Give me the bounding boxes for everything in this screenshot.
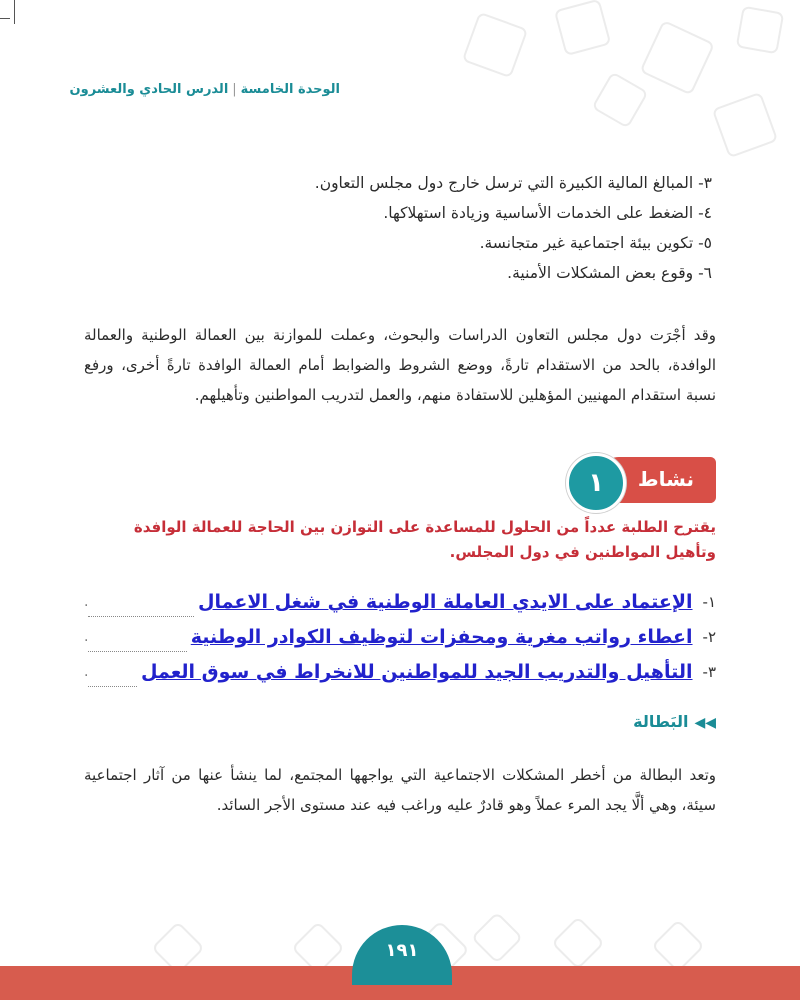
points-list <box>72 168 712 288</box>
page-number: ١٩١ <box>352 925 452 985</box>
header-separator: | <box>232 82 237 97</box>
activity-number: ١ <box>566 453 626 513</box>
activity-prompt: يقترح الطلبة عدداً من الحلول للمساعدة على التوازن بين الحاجة للعمالة الوافدة وتأهيل المواطنين في دول المجلس. <box>133 518 716 561</box>
crop-mark <box>14 0 15 24</box>
answer-text: الإعتماد على الايدي العاملة الوطنية في شغل الاعمال <box>197 591 693 613</box>
body-paragraph: وتعد البطالة من أخطر المشكلات الاجتماعية التي يواجهها المجتمع، لما ينشأ عنها من آثار اجتماعية سيئة، وهي ألَّا يجد المرء عملاً وهو قادرٌ عليه وراغب فيه عند مستوى الأجر السائد. <box>84 766 716 814</box>
answer-text: التأهيل والتدريب الجيد للمواطنين للانخراط في سوق العمل <box>141 661 693 683</box>
list-item: ٥- تكوين بيئة اجتماعية غير متجانسة. <box>479 234 712 252</box>
answer-number: ٢- <box>702 628 716 646</box>
section-title: البَطالة <box>633 712 689 731</box>
running-header <box>10 82 340 97</box>
dotted-line <box>88 629 186 652</box>
answer-line <box>84 617 716 652</box>
dotted-line <box>88 664 137 687</box>
crop-mark <box>0 18 10 19</box>
lesson-title: الدرس الحادي والعشرون <box>69 82 229 97</box>
line-end-mark: . <box>84 664 89 680</box>
answer-number: ٣- <box>702 663 716 681</box>
list-item: ٦- وقوع بعض المشكلات الأمنية. <box>507 264 712 282</box>
unit-title: الوحدة الخامسة <box>240 82 340 97</box>
answer-line <box>84 582 716 617</box>
line-end-mark: . <box>84 594 89 610</box>
chevron-left-icon: ◀◀ <box>694 715 716 731</box>
list-item: ٣- المبالغ المالية الكبيرة التي ترسل خارج دول مجلس التعاون. <box>314 174 712 192</box>
section-heading <box>516 712 716 731</box>
list-item: ٤- الضغط على الخدمات الأساسية وزيادة استهلاكها. <box>383 204 712 222</box>
activity-badge <box>506 455 716 505</box>
answers-list <box>84 582 716 687</box>
answer-text: اعطاء رواتب مغرية ومحفزات لتوظيف الكوادر الوطنية <box>190 626 693 648</box>
body-paragraph: وقد أجْرَت دول مجلس التعاون الدراسات والبحوث، وعملت للموازنة بين العمالة الوطنية والعمالة الوافدة، بالحد من الاستقدام تارةً، ووضع الشروط والضوابط أمام العمالة الوافدة تارةً أخرى، ورفع نسبة استقدام المهنيين المؤهلين للاستفادة منهم، والعمل لتدريب المواطنين وتأهيلهم. <box>84 326 716 404</box>
line-end-mark: . <box>84 629 89 645</box>
answer-number: ١- <box>702 593 716 611</box>
answer-line <box>84 652 716 687</box>
dotted-line <box>88 594 194 617</box>
activity-label: نشاط <box>637 467 694 491</box>
